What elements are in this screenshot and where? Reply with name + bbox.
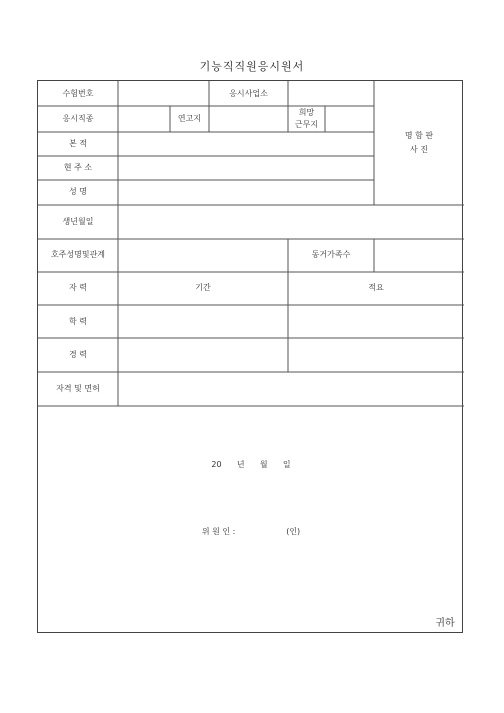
label-education: 학 력 — [69, 317, 87, 326]
date-line: 20 년 월 일 — [211, 460, 291, 469]
label-license: 자격 및 면허 — [56, 384, 100, 393]
addressee: 귀하 — [435, 618, 455, 629]
application-form — [37, 80, 463, 633]
label-summary: 적요 — [368, 283, 384, 292]
label-exam-site: 응시사업소 — [229, 89, 268, 98]
label-exam-job: 응시직종 — [62, 114, 94, 123]
label-family-head: 호주성명및관계 — [50, 250, 106, 259]
form-title: 기능직직원응시원서 — [199, 60, 305, 73]
label-domicile: 본 적 — [69, 139, 87, 148]
label-hope-work-2: 근무지 — [294, 120, 319, 129]
label-address: 현 주 소 — [63, 163, 93, 172]
label-origin: 연고지 — [177, 114, 202, 123]
applicant-line: 위 원 인 : (인) — [201, 527, 301, 536]
label-name: 성 명 — [69, 187, 87, 196]
label-exam-no: 수험번호 — [62, 89, 94, 98]
label-career: 경 력 — [69, 350, 87, 359]
label-qualification: 자 력 — [69, 283, 87, 292]
label-photo-2: 사 진 — [410, 145, 428, 154]
label-birth: 생년월일 — [62, 217, 94, 226]
label-cohabit: 동거가족수 — [311, 250, 351, 259]
label-hope-work-1: 희망 — [298, 108, 315, 117]
label-period: 기간 — [195, 283, 211, 292]
label-photo-1: 명 함 판 — [404, 131, 434, 140]
